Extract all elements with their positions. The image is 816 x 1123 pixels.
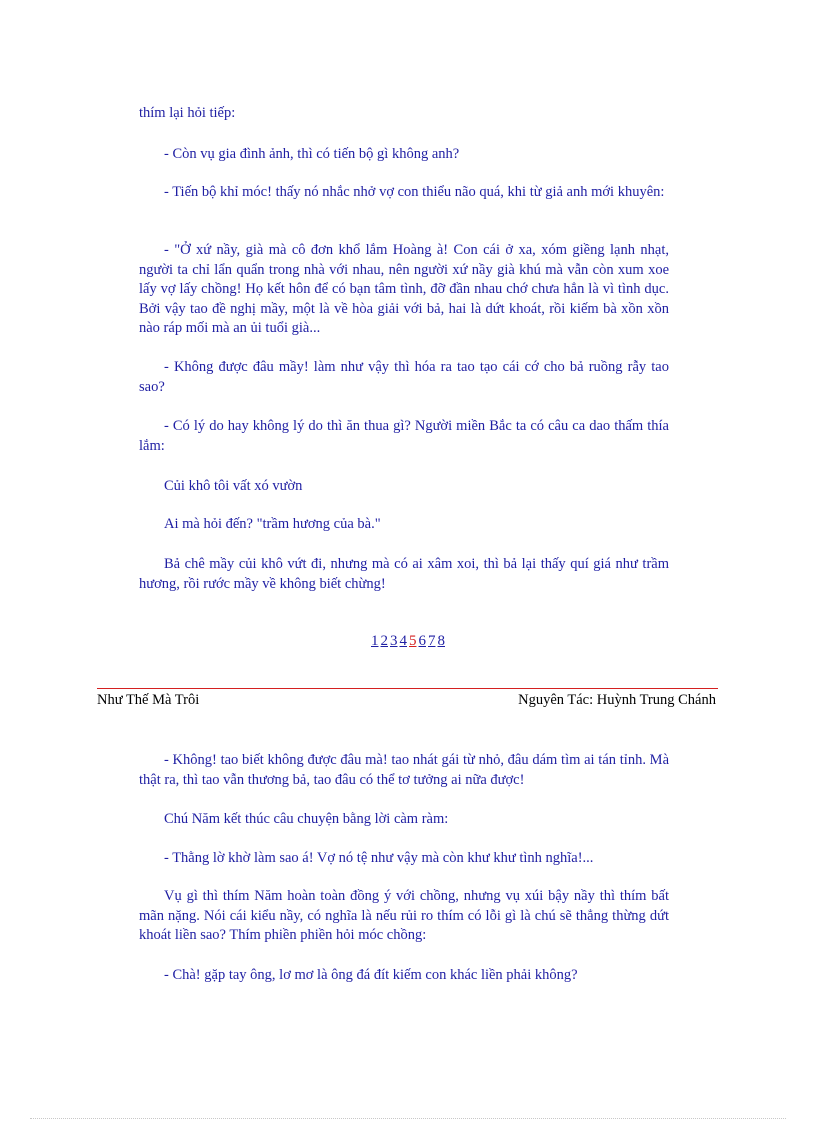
paragraph-lower-0: - Không! tao biết không được đâu mà! tao nhát gái từ nhỏ, đâu dám tìm ai tán tỉnh. Mà thật ra, thì tao vẫn thương bả, tao đâu có thể tơ tưởng ai nữa được! <box>139 752 669 788</box>
page-link-8[interactable]: 8 <box>437 633 445 649</box>
pagination <box>0 633 816 650</box>
page-link-4[interactable]: 4 <box>399 633 407 649</box>
page-bottom-dotted-border <box>30 1118 786 1119</box>
paragraph-upper-5: - Có lý do hay không lý do thì ăn thua gì? Người miền Bắc ta có câu ca dao thấm thía lắm: <box>139 418 669 454</box>
page-link-6[interactable]: 6 <box>418 633 426 649</box>
paragraph-upper-4: - Không được đâu mầy! làm như vậy thì hóa ra tao tạo cái cớ cho bả ruồng rẫy tao sao? <box>139 359 669 395</box>
paragraph-upper-0: thím lại hỏi tiếp: <box>139 105 236 121</box>
page-link-2[interactable]: 2 <box>380 633 388 649</box>
page-link-3[interactable]: 3 <box>390 633 398 649</box>
paragraph-lower-1: Chú Năm kết thúc câu chuyện bằng lời càm ràm: <box>164 811 449 827</box>
verse-line-2: Ai mà hỏi đến? "trầm hương của bà." <box>164 516 381 532</box>
paragraph-lower-3: Vụ gì thì thím Năm hoàn toàn đồng ý với chồng, nhưng vụ xúi bậy nầy thì thím bất mãn nặng. Nói cái kiểu nầy, có nghĩa là nếu rủi ro thím có lỗi gì là chú sẽ thẳng thừng dứt khoát liền sao? Thím phiền phiền hỏi móc chồng: <box>139 888 669 943</box>
paragraph-upper-2: - Tiến bộ khỉ móc! thấy nó nhắc nhở vợ con thiểu não quá, khi từ giả anh mới khuyên: <box>164 184 665 200</box>
footer-author: Nguyên Tác: Huỳnh Trung Chánh <box>518 692 716 708</box>
paragraph-lower-4: - Chà! gặp tay ông, lơ mơ là ông đá đít kiếm con khác liền phải không? <box>164 967 578 983</box>
paragraph-upper-1: - Còn vụ gia đình ảnh, thì có tiến bộ gì không anh? <box>164 146 460 162</box>
page-link-1[interactable]: 1 <box>371 633 379 649</box>
paragraph-upper-8: Bả chê mầy củi khô vứt đi, nhưng mà có ai xâm xoi, thì bả lại thấy quí giá như trầm hương, rồi rước mầy về không biết chừng! <box>139 556 669 592</box>
page-link-5-current[interactable]: 5 <box>409 633 417 649</box>
verse-line-1: Củi khô tôi vất xó vườn <box>164 478 303 494</box>
footer-divider <box>97 688 718 689</box>
page-link-7[interactable]: 7 <box>428 633 436 649</box>
paragraph-upper-3: - "Ở xứ nầy, già mà cô đơn khổ lắm Hoàng à! Con cái ở xa, xóm giềng lạnh nhạt, người ta chỉ lẩn quẩn trong nhà với nhau, nên người xứ nầy già khú mà vẫn còn xum xoe lấy vợ lấy chồng! Họ kết hôn để có bạn tâm tình, đỡ đần nhau chớ chưa hẳn là vì tình dục. Bởi vậy tao đề nghị mầy, một là về hòa giải với bả, hai là dứt khoát, rồi kiếm bà xồn xồn nào ráp mối mà an ủi tuổi già... <box>139 242 669 336</box>
paragraph-lower-2: - Thằng lờ khờ làm sao á! Vợ nó tệ như vậy mà còn khư khư tình nghĩa!... <box>164 850 594 866</box>
footer-book-title: Như Thế Mà Trôi <box>97 692 200 708</box>
